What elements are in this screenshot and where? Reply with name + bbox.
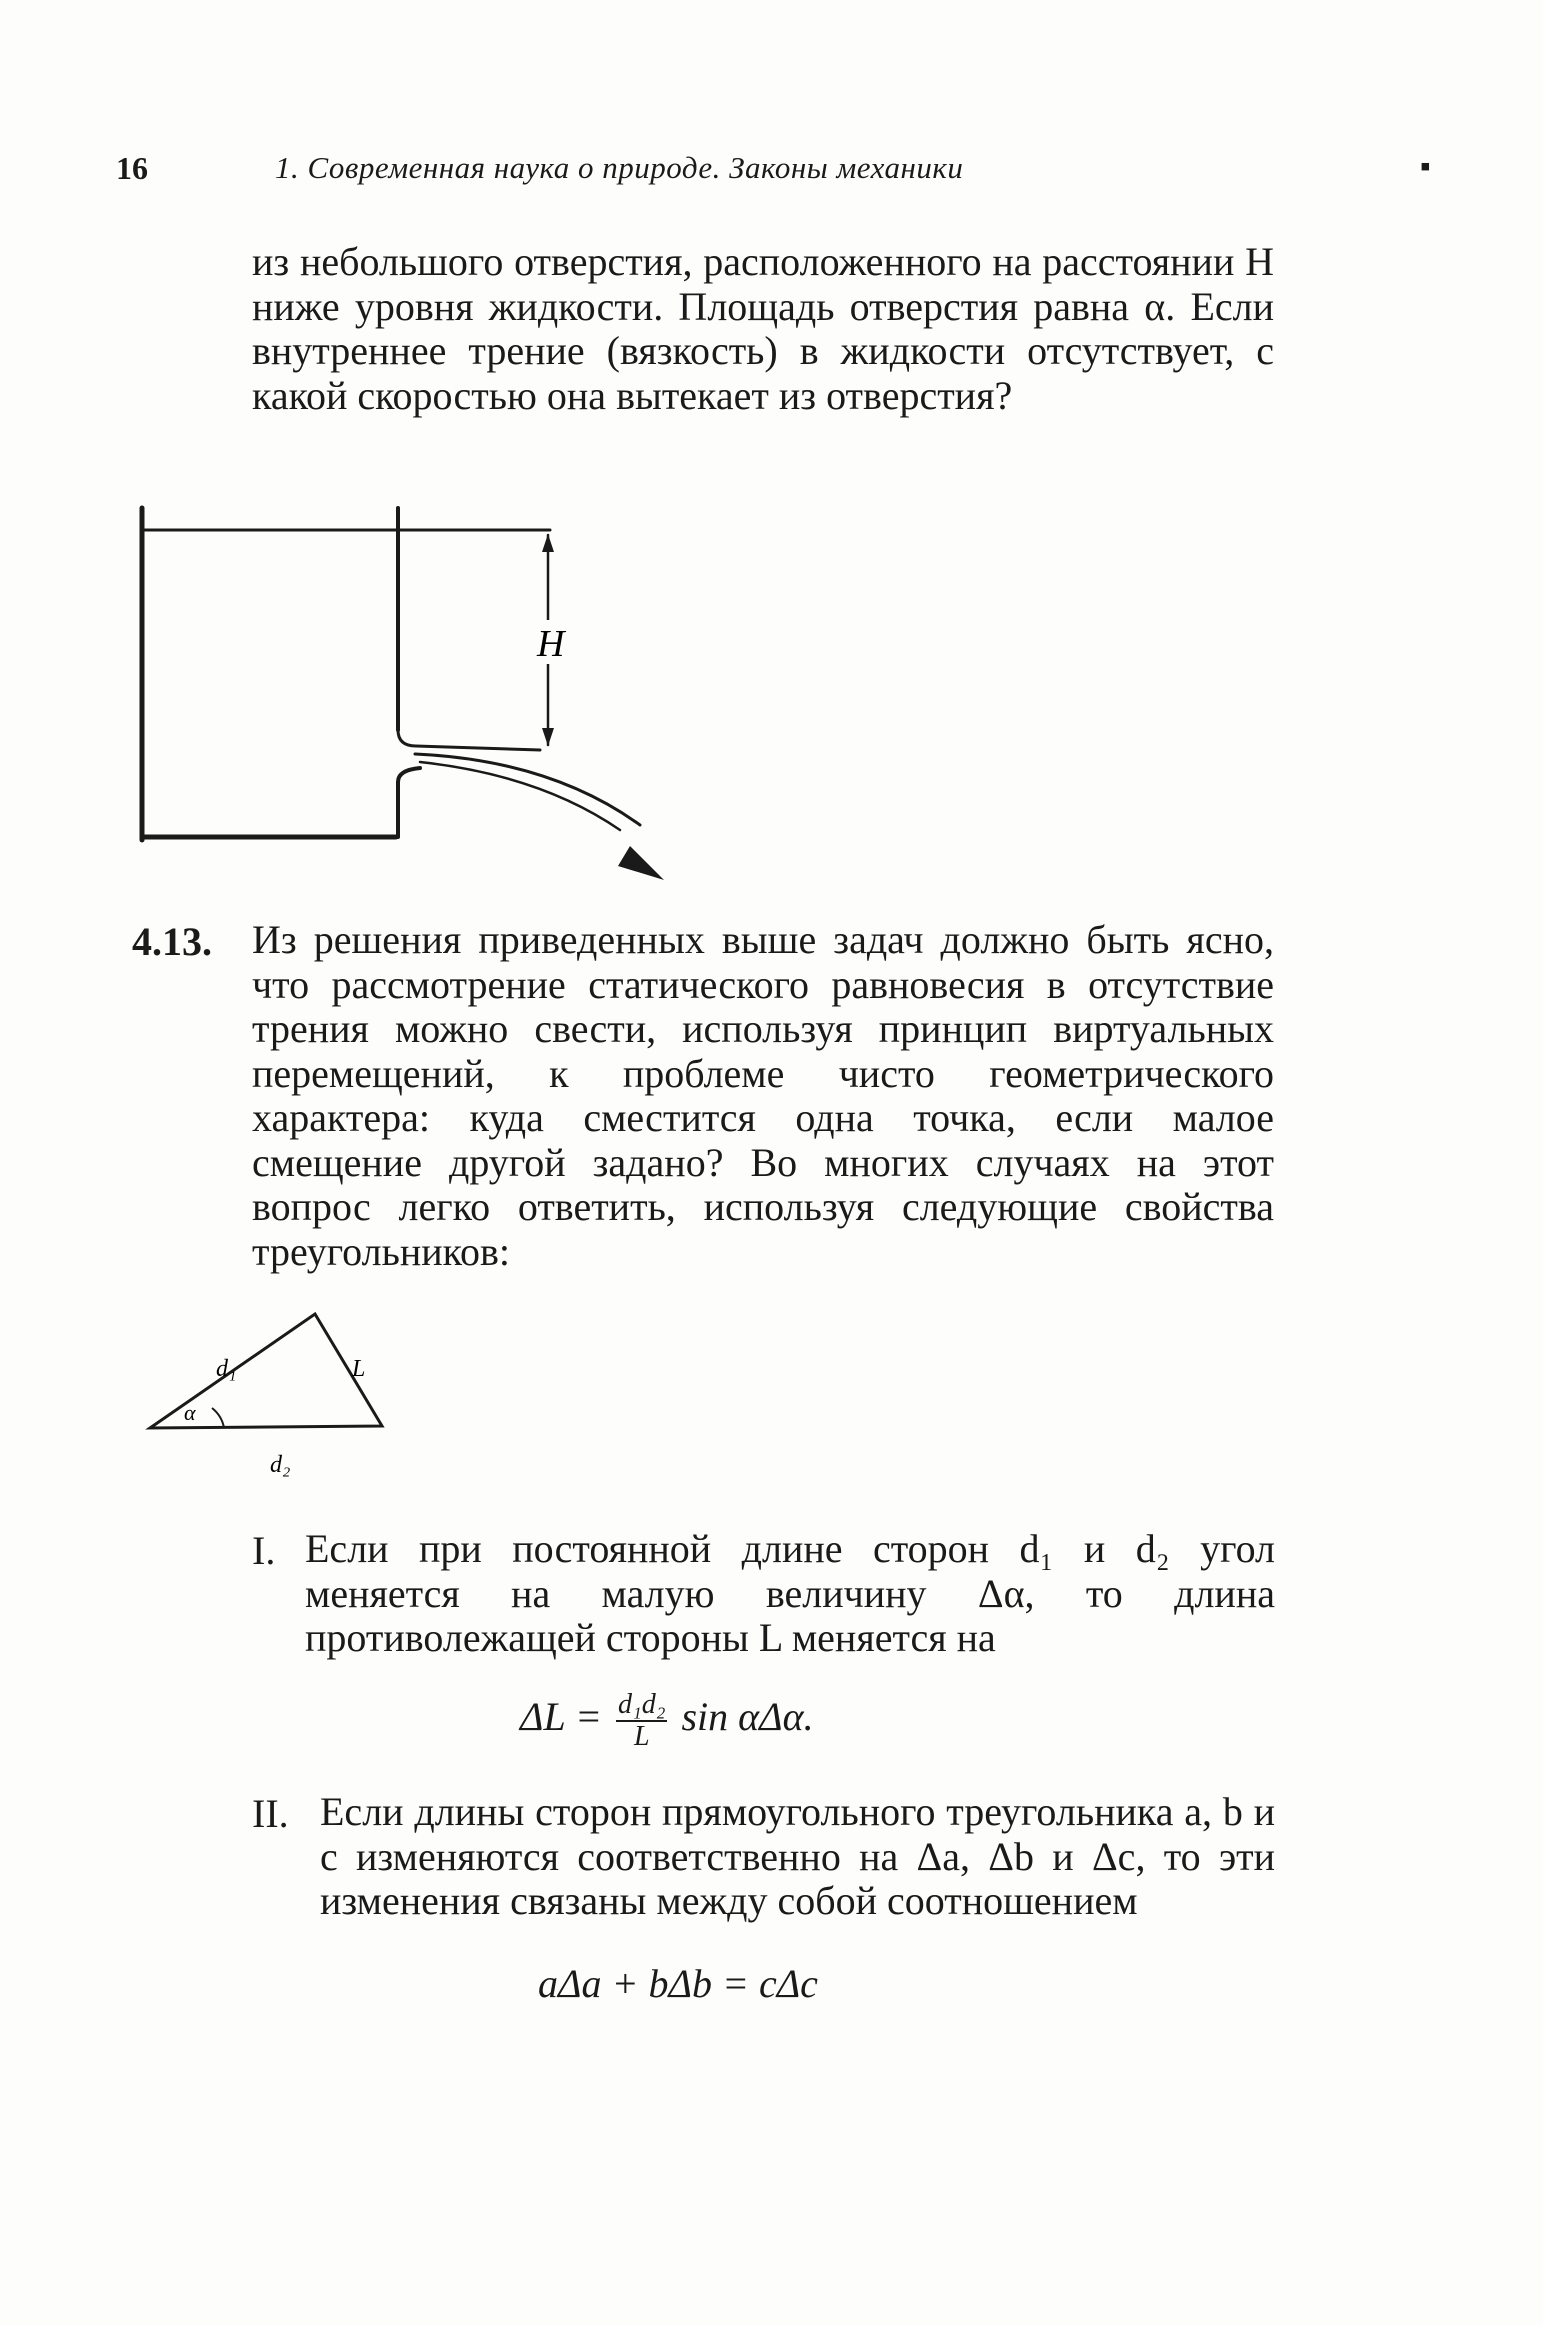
label-alpha: α [184, 1400, 196, 1425]
formula-denominator: L [633, 1721, 650, 1752]
label-h: H [537, 623, 565, 665]
triangle-figure [140, 1300, 430, 1490]
label-l: L [352, 1356, 366, 1382]
formula-rhs: sin αΔα. [681, 1694, 814, 1740]
running-title: 1. Современная наука о природе. Законы механики [275, 150, 964, 185]
formula-delta-l [520, 1690, 814, 1752]
item-2-numeral: II. [252, 1791, 289, 1836]
paragraph-continuation: из небольшого отверстия, расположенного на расстоянии H ниже уровня жидкости. Площадь отверстия равна α. Если внутреннее трение (вязкость) в жидкости отсутствует, с какой скоростью она вытекает из отверстия? [252, 239, 1274, 418]
item-1-numeral: I. [252, 1528, 276, 1573]
label-d2: d₂ [270, 1452, 291, 1478]
item-1-text: Если при постоянной длине сторон d₁ и d₂ угол меняется на малую величину Δα, то длина противолежащей стороны L меняется на [305, 1526, 1275, 1660]
item-2-text: Если длины сторон прямоугольного треугольника a, b и c изменяются соответственно на Δa, Δb и Δc, то эти изменения связаны между собой соотношением [320, 1789, 1275, 1923]
vessel-figure [130, 490, 730, 890]
label-d1: d₁ [216, 1356, 237, 1382]
header-mark: ▪ [1420, 150, 1431, 183]
formula-pythagoras-delta: aΔa + bΔb = cΔc [538, 1961, 818, 2006]
page-number: 16 [116, 150, 148, 186]
problem-number: 4.13. [132, 919, 212, 964]
problem-text: Из решения приведенных выше задач должно быть ясно, что рассмотрение статического равновесия в отсутствие трения можно свести, используя принцип виртуальных перемещений, к проблеме чисто геометрического характера: куда сместится одна точка, если малое смещение другой задано? Во многих случаях на этот вопрос легко ответить, используя следующие свойства треугольников: [252, 917, 1274, 1274]
formula-lhs: ΔL = [520, 1694, 602, 1740]
formula-numerator: d₁d₂ [618, 1689, 666, 1720]
formula-fraction [616, 1690, 667, 1752]
